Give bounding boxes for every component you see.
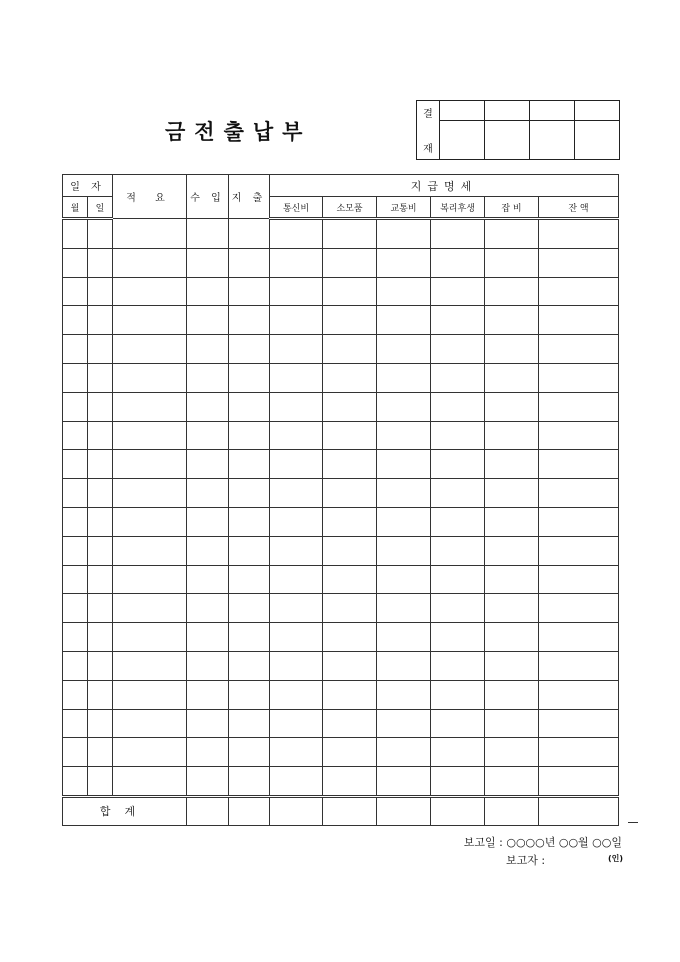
table-row [63, 392, 619, 421]
balance-cell[interactable] [539, 479, 619, 508]
month-cell[interactable] [63, 738, 88, 767]
summary-cell[interactable] [113, 450, 187, 479]
day-cell[interactable] [88, 306, 113, 335]
day-cell[interactable] [88, 651, 113, 680]
income-cell[interactable] [187, 277, 229, 306]
table-row [63, 277, 619, 306]
summary-cell[interactable] [113, 565, 187, 594]
transport-cell[interactable] [377, 680, 431, 709]
welfare-cell[interactable] [431, 392, 485, 421]
transport-cell[interactable] [377, 709, 431, 738]
summary-cell[interactable] [113, 738, 187, 767]
day-cell[interactable] [88, 565, 113, 594]
expense-cell[interactable] [229, 248, 270, 277]
summary-cell[interactable] [113, 680, 187, 709]
expense-header: 지 출 [229, 175, 270, 219]
communication-cell[interactable] [270, 738, 323, 767]
communication-cell[interactable] [270, 421, 323, 450]
summary-cell[interactable] [113, 709, 187, 738]
supplies-cell[interactable] [323, 421, 377, 450]
month-cell[interactable] [63, 507, 88, 536]
communication-cell[interactable] [270, 392, 323, 421]
detail-column-header: 복리후생 [431, 197, 485, 219]
detail-column-header: 잔 액 [539, 197, 619, 219]
income-cell[interactable] [187, 450, 229, 479]
reporter-label: 보고자 : [506, 854, 546, 867]
expense-cell[interactable] [229, 421, 270, 450]
total-income-cell[interactable] [187, 796, 229, 825]
month-cell[interactable] [63, 709, 88, 738]
divider-mark [628, 822, 638, 823]
supplies-cell[interactable] [323, 306, 377, 335]
misc-cell[interactable] [485, 392, 539, 421]
month-header: 월 [63, 197, 88, 219]
welfare-cell[interactable] [431, 479, 485, 508]
communication-cell[interactable] [270, 536, 323, 565]
misc-cell[interactable] [485, 507, 539, 536]
misc-cell[interactable] [485, 421, 539, 450]
report-date: 보고일 : ○○○○년 ○○월 ○○일 [463, 836, 622, 849]
day-cell[interactable] [88, 248, 113, 277]
balance-cell[interactable] [539, 709, 619, 738]
approval-signer-title-1[interactable] [440, 101, 485, 121]
approval-label-bottom: 재 [423, 144, 433, 155]
expense-cell[interactable] [229, 536, 270, 565]
detail-column-header: 소모품 [323, 197, 377, 219]
misc-cell[interactable] [485, 248, 539, 277]
transport-cell[interactable] [377, 651, 431, 680]
month-cell[interactable] [63, 680, 88, 709]
transport-cell[interactable] [377, 536, 431, 565]
month-cell[interactable] [63, 767, 88, 797]
total-label: 합계 [63, 796, 187, 825]
transport-cell[interactable] [377, 594, 431, 623]
month-cell[interactable] [63, 335, 88, 364]
summary-cell[interactable] [113, 392, 187, 421]
summary-cell[interactable] [113, 507, 187, 536]
supplies-cell[interactable] [323, 479, 377, 508]
welfare-cell[interactable] [431, 363, 485, 392]
document-title: 금전출납부 [165, 120, 312, 144]
day-cell[interactable] [88, 450, 113, 479]
expense-cell[interactable] [229, 450, 270, 479]
month-cell[interactable] [63, 565, 88, 594]
income-cell[interactable] [187, 219, 229, 249]
communication-cell[interactable] [270, 306, 323, 335]
welfare-cell[interactable] [431, 450, 485, 479]
misc-cell[interactable] [485, 565, 539, 594]
communication-cell[interactable] [270, 219, 323, 249]
day-cell[interactable] [88, 421, 113, 450]
welfare-cell[interactable] [431, 594, 485, 623]
supplies-cell[interactable] [323, 335, 377, 364]
total-welfare-cell[interactable] [431, 796, 485, 825]
welfare-cell[interactable] [431, 248, 485, 277]
total-misc-cell[interactable] [485, 796, 539, 825]
balance-cell[interactable] [539, 680, 619, 709]
day-cell[interactable] [88, 335, 113, 364]
summary-cell[interactable] [113, 219, 187, 249]
communication-cell[interactable] [270, 767, 323, 797]
transport-cell[interactable] [377, 335, 431, 364]
table-row [63, 738, 619, 767]
summary-cell[interactable] [113, 536, 187, 565]
day-cell[interactable] [88, 767, 113, 797]
month-cell[interactable] [63, 450, 88, 479]
communication-cell[interactable] [270, 248, 323, 277]
welfare-cell[interactable] [431, 421, 485, 450]
approval-sign-cell-1[interactable] [440, 121, 485, 160]
misc-cell[interactable] [485, 680, 539, 709]
summary-cell[interactable] [113, 623, 187, 652]
day-header: 일 [88, 197, 113, 219]
transport-cell[interactable] [377, 450, 431, 479]
expense-cell[interactable] [229, 363, 270, 392]
welfare-cell[interactable] [431, 709, 485, 738]
welfare-cell[interactable] [431, 335, 485, 364]
misc-cell[interactable] [485, 594, 539, 623]
balance-cell[interactable] [539, 651, 619, 680]
communication-cell[interactable] [270, 565, 323, 594]
month-cell[interactable] [63, 479, 88, 508]
month-cell[interactable] [63, 248, 88, 277]
communication-cell[interactable] [270, 651, 323, 680]
approval-label [417, 101, 440, 160]
expense-cell[interactable] [229, 680, 270, 709]
misc-cell[interactable] [485, 767, 539, 797]
income-cell[interactable] [187, 536, 229, 565]
total-supplies-cell[interactable] [323, 796, 377, 825]
table-row [63, 594, 619, 623]
approval-sign-cell-2[interactable] [485, 121, 530, 160]
summary-cell[interactable] [113, 277, 187, 306]
misc-cell[interactable] [485, 219, 539, 249]
ledger-table [62, 174, 619, 826]
expense-cell[interactable] [229, 219, 270, 249]
table-row [63, 479, 619, 508]
income-header: 수 입 [187, 175, 229, 219]
expense-cell[interactable] [229, 306, 270, 335]
table-row [63, 363, 619, 392]
expense-cell[interactable] [229, 565, 270, 594]
income-cell[interactable] [187, 623, 229, 652]
day-cell[interactable] [88, 536, 113, 565]
misc-cell[interactable] [485, 536, 539, 565]
welfare-cell[interactable] [431, 623, 485, 652]
income-cell[interactable] [187, 507, 229, 536]
supplies-cell[interactable] [323, 767, 377, 797]
transport-cell[interactable] [377, 507, 431, 536]
misc-cell[interactable] [485, 363, 539, 392]
balance-cell[interactable] [539, 363, 619, 392]
communication-cell[interactable] [270, 277, 323, 306]
balance-cell[interactable] [539, 306, 619, 335]
table-row [63, 565, 619, 594]
day-cell[interactable] [88, 277, 113, 306]
detail-column-header: 교통비 [377, 197, 431, 219]
payment-detail-header: 지급명세 [270, 175, 619, 197]
table-row [63, 248, 619, 277]
day-cell[interactable] [88, 392, 113, 421]
approval-signer-title-3[interactable] [530, 101, 575, 121]
approval-sign-cell-4[interactable] [575, 121, 620, 160]
month-cell[interactable] [63, 536, 88, 565]
detail-column-header: 잡 비 [485, 197, 539, 219]
balance-cell[interactable] [539, 594, 619, 623]
income-cell[interactable] [187, 680, 229, 709]
income-cell[interactable] [187, 738, 229, 767]
table-row [63, 507, 619, 536]
income-cell[interactable] [187, 306, 229, 335]
supplies-cell[interactable] [323, 450, 377, 479]
summary-cell[interactable] [113, 767, 187, 797]
balance-cell[interactable] [539, 767, 619, 797]
summary-header: 적 요 [113, 175, 187, 219]
summary-cell[interactable] [113, 651, 187, 680]
welfare-cell[interactable] [431, 767, 485, 797]
communication-cell[interactable] [270, 450, 323, 479]
balance-cell[interactable] [539, 450, 619, 479]
income-cell[interactable] [187, 651, 229, 680]
day-cell[interactable] [88, 479, 113, 508]
supplies-cell[interactable] [323, 219, 377, 249]
expense-cell[interactable] [229, 767, 270, 797]
balance-cell[interactable] [539, 392, 619, 421]
communication-cell[interactable] [270, 507, 323, 536]
welfare-cell[interactable] [431, 651, 485, 680]
transport-cell[interactable] [377, 738, 431, 767]
income-cell[interactable] [187, 248, 229, 277]
communication-cell[interactable] [270, 479, 323, 508]
misc-cell[interactable] [485, 479, 539, 508]
total-communication-cell[interactable] [270, 796, 323, 825]
income-cell[interactable] [187, 709, 229, 738]
expense-cell[interactable] [229, 392, 270, 421]
summary-cell[interactable] [113, 335, 187, 364]
welfare-cell[interactable] [431, 680, 485, 709]
transport-cell[interactable] [377, 623, 431, 652]
balance-cell[interactable] [539, 421, 619, 450]
misc-cell[interactable] [485, 738, 539, 767]
income-cell[interactable] [187, 479, 229, 508]
summary-cell[interactable] [113, 421, 187, 450]
income-cell[interactable] [187, 565, 229, 594]
supplies-cell[interactable] [323, 565, 377, 594]
welfare-cell[interactable] [431, 507, 485, 536]
communication-cell[interactable] [270, 363, 323, 392]
summary-cell[interactable] [113, 363, 187, 392]
seal-mark: (인) [608, 854, 624, 863]
total-expense-cell[interactable] [229, 796, 270, 825]
day-cell[interactable] [88, 680, 113, 709]
transport-cell[interactable] [377, 565, 431, 594]
supplies-cell[interactable] [323, 623, 377, 652]
table-row [63, 536, 619, 565]
balance-cell[interactable] [539, 565, 619, 594]
month-cell[interactable] [63, 219, 88, 249]
communication-cell[interactable] [270, 709, 323, 738]
misc-cell[interactable] [485, 709, 539, 738]
balance-cell[interactable] [539, 536, 619, 565]
balance-cell[interactable] [539, 335, 619, 364]
table-row [63, 709, 619, 738]
approval-box [416, 100, 620, 160]
transport-cell[interactable] [377, 219, 431, 249]
expense-cell[interactable] [229, 651, 270, 680]
communication-cell[interactable] [270, 680, 323, 709]
misc-cell[interactable] [485, 335, 539, 364]
income-cell[interactable] [187, 594, 229, 623]
day-cell[interactable] [88, 363, 113, 392]
welfare-cell[interactable] [431, 277, 485, 306]
supplies-cell[interactable] [323, 248, 377, 277]
balance-cell[interactable] [539, 623, 619, 652]
expense-cell[interactable] [229, 738, 270, 767]
expense-cell[interactable] [229, 594, 270, 623]
summary-cell[interactable] [113, 479, 187, 508]
welfare-cell[interactable] [431, 738, 485, 767]
misc-cell[interactable] [485, 450, 539, 479]
month-cell[interactable] [63, 392, 88, 421]
expense-cell[interactable] [229, 479, 270, 508]
income-cell[interactable] [187, 767, 229, 797]
transport-cell[interactable] [377, 306, 431, 335]
summary-cell[interactable] [113, 248, 187, 277]
income-cell[interactable] [187, 363, 229, 392]
supplies-cell[interactable] [323, 738, 377, 767]
table-row [63, 219, 619, 249]
summary-cell[interactable] [113, 306, 187, 335]
transport-cell[interactable] [377, 392, 431, 421]
summary-cell[interactable] [113, 594, 187, 623]
table-row [63, 450, 619, 479]
balance-cell[interactable] [539, 738, 619, 767]
income-cell[interactable] [187, 421, 229, 450]
day-cell[interactable] [88, 594, 113, 623]
balance-cell[interactable] [539, 277, 619, 306]
misc-cell[interactable] [485, 623, 539, 652]
supplies-cell[interactable] [323, 594, 377, 623]
month-cell[interactable] [63, 277, 88, 306]
transport-cell[interactable] [377, 767, 431, 797]
table-row [63, 421, 619, 450]
total-transport-cell[interactable] [377, 796, 431, 825]
transport-cell[interactable] [377, 277, 431, 306]
expense-cell[interactable] [229, 507, 270, 536]
month-cell[interactable] [63, 594, 88, 623]
transport-cell[interactable] [377, 421, 431, 450]
approval-signer-title-4[interactable] [575, 101, 620, 121]
welfare-cell[interactable] [431, 565, 485, 594]
expense-cell[interactable] [229, 709, 270, 738]
month-cell[interactable] [63, 363, 88, 392]
balance-cell[interactable] [539, 248, 619, 277]
income-cell[interactable] [187, 392, 229, 421]
table-row [63, 680, 619, 709]
expense-cell[interactable] [229, 623, 270, 652]
supplies-cell[interactable] [323, 392, 377, 421]
misc-cell[interactable] [485, 651, 539, 680]
communication-cell[interactable] [270, 594, 323, 623]
table-row [63, 335, 619, 364]
balance-cell[interactable] [539, 219, 619, 249]
supplies-cell[interactable] [323, 363, 377, 392]
transport-cell[interactable] [377, 363, 431, 392]
day-cell[interactable] [88, 709, 113, 738]
table-row [63, 306, 619, 335]
month-cell[interactable] [63, 651, 88, 680]
transport-cell[interactable] [377, 248, 431, 277]
expense-cell[interactable] [229, 335, 270, 364]
table-row [63, 767, 619, 797]
month-cell[interactable] [63, 623, 88, 652]
month-cell[interactable] [63, 306, 88, 335]
detail-column-header: 통신비 [270, 197, 323, 219]
communication-cell[interactable] [270, 623, 323, 652]
day-cell[interactable] [88, 738, 113, 767]
welfare-cell[interactable] [431, 536, 485, 565]
total-balance-cell[interactable] [539, 796, 619, 825]
supplies-cell[interactable] [323, 651, 377, 680]
supplies-cell[interactable] [323, 680, 377, 709]
income-cell[interactable] [187, 335, 229, 364]
welfare-cell[interactable] [431, 219, 485, 249]
misc-cell[interactable] [485, 306, 539, 335]
supplies-cell[interactable] [323, 709, 377, 738]
day-cell[interactable] [88, 219, 113, 249]
table-row [63, 623, 619, 652]
balance-cell[interactable] [539, 507, 619, 536]
welfare-cell[interactable] [431, 306, 485, 335]
expense-cell[interactable] [229, 277, 270, 306]
date-header: 일 자 [63, 175, 113, 197]
table-row [63, 651, 619, 680]
misc-cell[interactable] [485, 277, 539, 306]
supplies-cell[interactable] [323, 277, 377, 306]
approval-sign-cell-3[interactable] [530, 121, 575, 160]
supplies-cell[interactable] [323, 507, 377, 536]
transport-cell[interactable] [377, 479, 431, 508]
approval-label-top: 결 [423, 109, 433, 120]
approval-signer-title-2[interactable] [485, 101, 530, 121]
communication-cell[interactable] [270, 335, 323, 364]
supplies-cell[interactable] [323, 536, 377, 565]
day-cell[interactable] [88, 507, 113, 536]
month-cell[interactable] [63, 421, 88, 450]
day-cell[interactable] [88, 623, 113, 652]
